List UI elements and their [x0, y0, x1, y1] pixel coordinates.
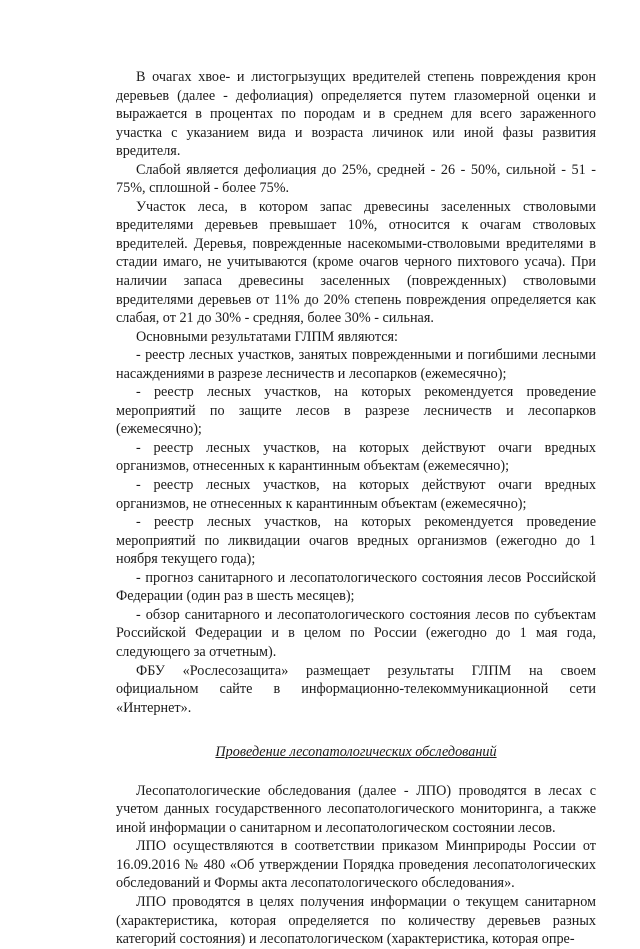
- list-item: - реестр лесных участков, на которых рекомендуется проведение мероприятий по ликвидации очагов вредных организмов (ежегодно до 1 ноября текущего года);: [116, 514, 596, 568]
- paragraph-defoliation: В очагах хвое- и листогрызущих вредителей степень повреждения крон деревьев (далее - дефолиация) определяется путем глазомерной оценки и выражается в процентах по породам и в среднем для всего зараженного участка с указанием вида и возраста личинок или иной фазы развития вредителя.: [116, 69, 596, 160]
- document-page: [116, 68, 596, 949]
- list-item: - прогноз санитарного и лесопатологического состояния лесов Российской Федерации (один раз в шесть месяцев);: [116, 569, 596, 605]
- paragraph-results-intro: Основными результатами ГЛПМ являются:: [136, 328, 398, 345]
- paragraph-lpo-order: ЛПО осуществляются в соответствии приказом Минприроды России от 16.09.2016 № 480 «Об утверждении Порядка проведения лесопатологических обследований и Формы акта лесопатологического обследования».: [116, 838, 596, 892]
- list-item: - реестр лесных участков, занятых поврежденными и погибшими лесными насаждениями в разрезе лесничеств и лесопарков (ежемесячно);: [116, 347, 596, 382]
- list-item: - реестр лесных участков, на которых действуют очаги вредных организмов, отнесенных к карантинным объектам (ежемесячно);: [116, 439, 596, 475]
- paragraph-lpo-definition: Лесопатологические обследования (далее - ЛПО) проводятся в лесах с учетом данных государственного лесопатологического мониторинга, а также иной информации о санитарном и лесопатологическом состоянии лесов.: [116, 782, 596, 836]
- list-item: - реестр лесных участков, на которых рекомендуется проведение мероприятий по защите лесов в разрезе лесничеств и лесопарков (ежемесячно);: [116, 384, 596, 438]
- list-item: - реестр лесных участков, на которых действуют очаги вредных организмов, не отнесенных к карантинным объектам (ежемесячно);: [116, 477, 596, 512]
- paragraph-lpo-purpose: ЛПО проводятся в целях получения информации о текущем санитарном (характеристика, которая определяется по количеству деревьев разных категорий состояния) и лесопатологическом (характеристика, которая опре-: [116, 893, 596, 948]
- paragraph-defoliation-levels: Слабой является дефолиация до 25%, средней - 26 - 50%, сильной - 51 - 75%, сплошной - более 75%.: [116, 161, 596, 197]
- section-heading: Проведение лесопатологических обследований: [215, 744, 497, 761]
- paragraph-publication: ФБУ «Рослесозащита» размещает результаты ГЛПМ на своем официальном сайте в информационно-телекоммуникационной сети «Интернет».: [116, 662, 596, 716]
- list-item: - обзор санитарного и лесопатологического состояния лесов по субъектам Российской Федерации и в целом по России (ежегодно до 1 мая года, следующего за отчетным).: [116, 606, 596, 660]
- paragraph-stem-pests: Участок леса, в котором запас древесины заселенных стволовыми вредителями деревьев превышает 10%, относится к очагам стволовых вредителей. Деревья, поврежденные насекомыми-стволовыми вредителями в стадии имаго, не учитываются (кроме очагов черного пихтового усача). При наличии запаса древесины заселенных (поврежденных) стволовыми вредителями деревьев от 11% до 20% степень повреждения определяется как слабая, от 21 до 30% - средняя, более 30% - сильная.: [116, 198, 596, 327]
